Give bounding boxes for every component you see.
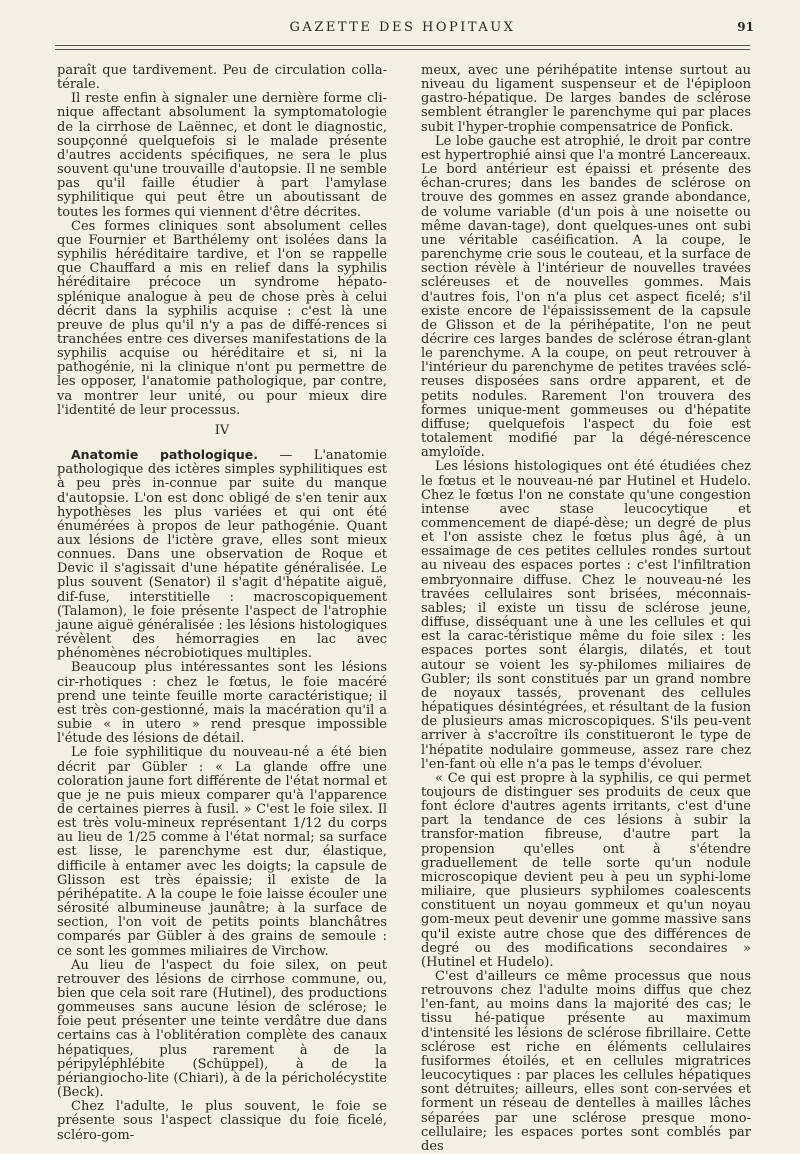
paragraph: Beaucoup plus intéressantes sont les lésions cir-rhotiques : chez le fœtus, le foie macéré prend une teinte feuille morte caractéristique; il est très con-gestionné, mais la macération qu'il a subie « in utero » rend presque impossible l'étude des lésions de détail. (57, 660, 387, 747)
paragraph: Au lieu de l'aspect du foie silex, on peut retrouver des lésions de cirrhose commune, ou, bien que cela soit rare (Hutinel), des productions gommeuses sans aucune lésion de sclérose; le foie peut présenter une teinte verdâtre due dans certains cas à l'oblitération complète des canaux hépatiques, plus rarement à de la péripyléphlébite (Schüppel), à de la périangiocho-lite (Chiari), à de la péricholécystite (Beck). (57, 957, 387, 1101)
paragraph: Le foie syphilitique du nouveau-né a été bien décrit par Gübler : « La glande offre une coloration jaune fort différente de l'état normal et que je ne puis mieux comparer qu'à l'apparence de certaines pierres à fusil. » C'est le foie silex. Il est très volu-mineux représentant 1/12 du corps au lieu de 1/25 comme à l'état normal; sa surface est lisse, le parenchyme est dur, élastique, difficile à entamer avec les doigts; la capsule de Glisson est très épaissie; il existe de la périhépatite. A la coupe le foie laisse écouler une sérosité albumineuse jaunâtre; à la surface de section, l'on voit de petits points blanchâtres comparés par Gübler à des grains de semoule : ce sont les gommes miliaires de Virchow. (57, 745, 387, 959)
paragraph: « Ce qui est propre à la syphilis, ce qui permet toujours de distinguer ses produits de ceux que font éclore d'autres agents irritants, c'est d'une part la tendance de ces lésions à subir la transfor-mation fibreuse, d'autre part la propension qu'elles ont à s'étendre graduellement de telle sorte qu'un nodule microscopique devient peu à peu un syphi-lome miliaire, que plusieurs syphilomes coalescents constituent un noyau gommeux et qu'un noyau gom-meux peut devenir une gomme massive sans qu'il existe autre chose que des différences de degré ou des modifications secondaires » (Hutinel et Hudelo). (421, 770, 751, 970)
paragraph: meux, avec une périhépatite intense surtout au niveau du ligament suspenseur et de l'épiploon gastro-hépatique. De larges bandes de sclérose semblent étrangler le parenchyme qui par places subit l'hyper-trophie compensatrice de Ponfick. (421, 63, 751, 135)
paragraph: Les lésions histologiques ont été étudiées chez le fœtus et le nouveau-né par Hutinel et Hudelo. Chez le fœtus l'on ne constate qu'une congestion intense avec stase leucocytique et commencement de diapé-dèse; un degré de plus et l'on assiste chez le fœtus plus âgé, à un essaimage de ces petites cellules rondes surtout au niveau des espaces portes : c'est l'infiltration embryonnaire diffuse. Chez le nouveau-né les travées cellulaires sont brisées, méconnais-sables; il existe un tissu de sclérose jeune, diffuse, disséquant une à une les cellules et qui est la carac-téristique même du foie silex : les espaces portes sont élargis, dilatés, et tout autour se voient les sy-philomes miliaires de Gubler; ils sont constitués par un grand nombre de noyaux tassés, provenant des cellules hépatiques désintégrées, et résultant de la fusion de plusieurs amas microscopiques. S'ils peu-vent arriver à s'accroître ils constitueront le type de l'hépatite nodulaire gommeuse, assez rare chez l'en-fant où elle n'a pas le temps d'évoluer. (421, 459, 751, 772)
page-number: 91 (737, 20, 754, 34)
paragraph: Chez l'adulte, le plus souvent, le foie se présente sous l'aspect classique du foie ficelé, scléro-gom- (57, 1099, 387, 1143)
paragraph-text: — L'anatomie pathologique des ictères simples syphilitiques est à peu près in-connue par suite du manque d'autopsie. L'on est donc obligé de s'en tenir aux hypothèses les plus variées et qui ont été énumérées à propos de leur pathogénie. Quant aux lésions de l'ictère grave, elles sont mieux connues. Dans une observation de Roque et Devic il s'agissait d'une hépatite généralisée. Le plus souvent (Senator) il s'agit d'hépatite aiguë, dif-fuse, interstitielle : macroscopiquement (Talamon), le foie présente l'aspect de l'atrophie jaune aiguë généralisée : les lésions histologiques révèlent des hémorragies en lac avec phénomènes nécrobiotiques multiples. (57, 448, 388, 662)
header-rule (55, 45, 750, 50)
paragraph: Ces formes cliniques sont absolument celles que Fournier et Barthélemy ont isolées dans la syphilis héréditaire tardive, et l'on se rappelle que Chauffard a mis en relief dans la syphilis héréditaire précoce un syndrome hépato-splénique analogue à peu de chose près à celui décrit dans la syphilis acquise : c'est là une preuve de plus qu'il n'y a pas de diffé-rences si tranchées entre ces diverses manifestations de la syphilis acquise ou héréditaire et si, ni la pathogénie, ni la clinique n'ont pu permettre de les opposer, l'anatomie pathologique, par contre, va montrer leur unité, ou pour mieux dire l'identité de leur processus. (57, 218, 387, 418)
paragraph: Le lobe gauche est atrophié, le droit par contre est hypertrophié ainsi que l'a montré Lancereaux. Le bord antérieur est épaissi et présente des échan-crures; dans les bandes de sclérose on trouve des gommes en assez grande abondance, de volume variable (d'un pois à une noisette ou même davan-tage), dont quelques-unes ont subi une véritable caséification. A la coupe, le parenchyme crie sous le couteau, et la surface de section révèle à l'intérieur de nouvelles travées scléreuses et de nouvelles gommes. Mais d'autres fois, l'on n'a plus cet aspect ficelé; s'il existe encore de l'épaississement de la capsule de Glisson et de la périhépatite, l'on ne peut décrire ces larges bandes de sclérose étran-glant le parenchyme. A la coupe, on peut retrouver à l'intérieur du parenchyme de petites travées sclé-reuses disposées sans ordre apparent, et de petits nodules. Rarement l'on trouvera des formes unique-ment gommeuses ou d'hépatite diffuse; quelquefois l'aspect du foie est totalement modifié par la dégé-nérescence amyloïde. (421, 133, 752, 461)
paragraph: paraît que tardivement. Peu de circulation colla-térale. (57, 63, 387, 93)
paragraph: C'est d'ailleurs ce même processus que nous retrouvons chez l'adulte moins diffus que chez l'en-fant, au moins dans la majorité des cas; le tissu hé-patique présente au maximum d'intensité les lésions de sclérose fibrillaire. Cette sclérose est riche en éléments cellulaires fusiformes étoilés, et en cellules migratrices leucocytiques : par places les cellules hépatiques sont détruites; ailleurs, elles sont con-servées et forment un réseau de dentelles à mailles lâches séparées par une sclérose presque mono-cellulaire; les espaces portes sont comblés par des (421, 969, 751, 1154)
page-header (55, 20, 754, 42)
running-title: GAZETTE DES HOPITAUX (289, 20, 516, 35)
right-column (421, 64, 751, 1154)
paragraph: Il reste enfin à signaler une dernière forme cli-nique affectant absolument la symptomatologie de la cirrhose de Laënnec, et dont le diagnostic, soupçonné quelquefois si le malade présente d'autres accidents spécifiques, ne sera le plus souvent qu'une trouvaille d'autopsie. Il ne semble pas qu'il faille étudier à part l'amylase syphilitique qui peut être un aboutissant de toutes les formes qui viennent d'être décrites. (57, 91, 387, 220)
section-heading: Anatomie pathologique. (71, 447, 258, 463)
paragraph-with-heading (57, 448, 387, 661)
section-number: IV (214, 422, 230, 438)
left-column (57, 64, 387, 1143)
